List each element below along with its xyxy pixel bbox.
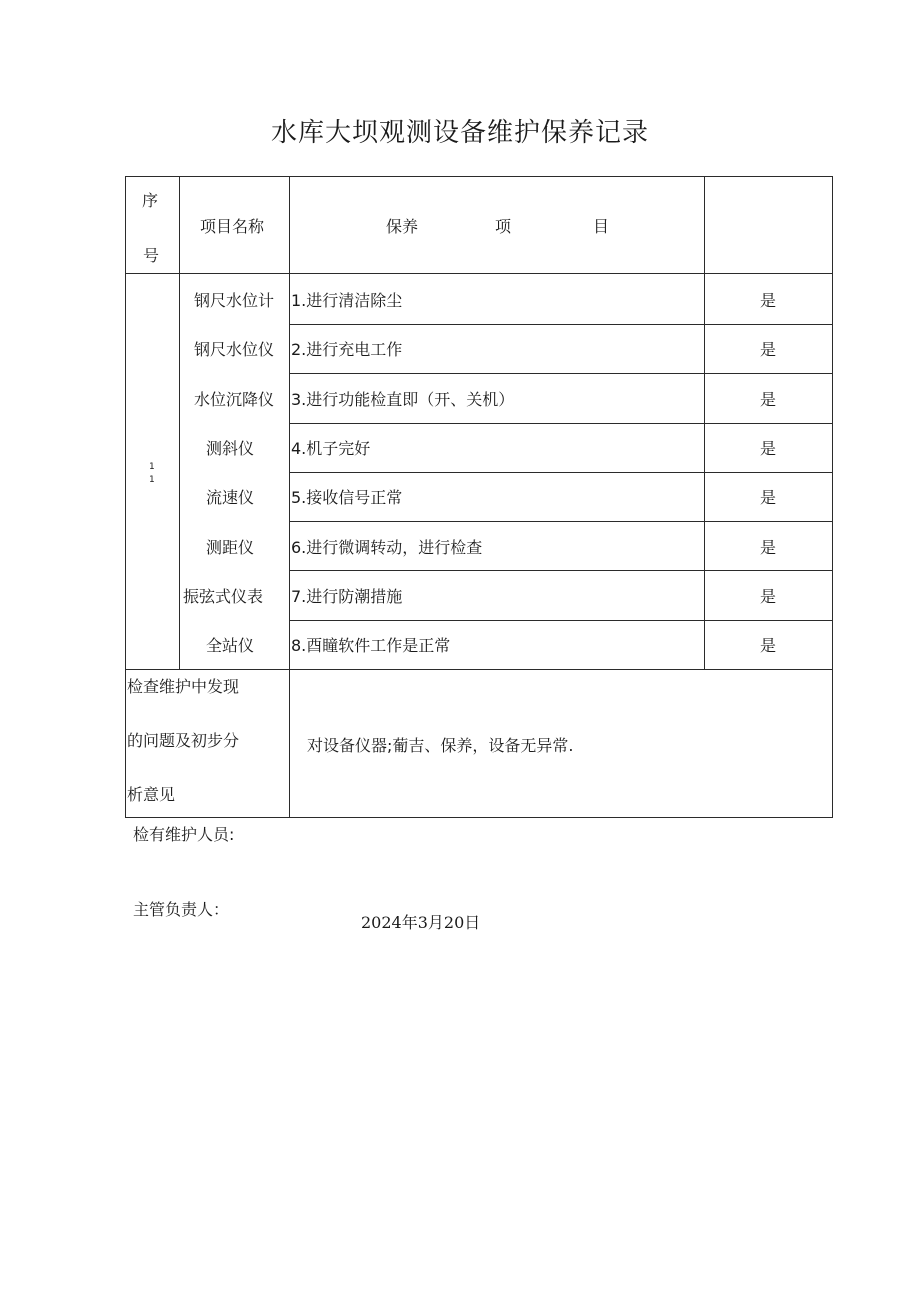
item-name: 振弦式仪表 bbox=[182, 587, 263, 606]
row-rule-5 bbox=[289, 521, 833, 522]
header-seq-top: 序 bbox=[142, 191, 159, 210]
result-value: 是 bbox=[760, 390, 777, 409]
header-maintenance-1: 保养 bbox=[386, 217, 419, 236]
table-border-right bbox=[832, 176, 833, 818]
page-title: 水库大坝观测设备维护保养记录 bbox=[270, 118, 649, 148]
maintenance-item: 7.进行防潮措施 bbox=[291, 587, 403, 606]
maintenance-item: 3.进行功能检直即（开、关机） bbox=[291, 390, 515, 409]
maintenance-item: 5.接收信号正常 bbox=[291, 488, 403, 507]
seq-number-top: 1 bbox=[149, 462, 155, 472]
items-bottom-rule bbox=[125, 669, 833, 670]
header-bottom-rule bbox=[125, 273, 833, 274]
item-name: 流速仪 bbox=[205, 488, 254, 507]
findings-label: 检查维护中发现 bbox=[127, 677, 240, 696]
row-rule-7 bbox=[289, 620, 833, 621]
header-maintenance-2: 项 bbox=[495, 217, 512, 236]
result-col-rule bbox=[704, 176, 705, 670]
maintenance-item: 2.进行充电工作 bbox=[291, 340, 403, 359]
item-name: 钢尺水位仪 bbox=[193, 340, 274, 359]
name-col-rule bbox=[289, 176, 290, 818]
row-rule-6 bbox=[289, 570, 833, 571]
item-name: 钢尺水位计 bbox=[193, 291, 274, 310]
maintenance-item: 6.进行微调转动，进行检查 bbox=[291, 538, 483, 557]
header-item-name: 项目名称 bbox=[200, 217, 265, 236]
item-name: 测斜仪 bbox=[205, 439, 254, 458]
findings-label: 的问题及初步分 bbox=[127, 731, 240, 750]
item-name: 测距仪 bbox=[205, 538, 254, 557]
result-value: 是 bbox=[760, 538, 777, 557]
maintenance-item: 1.进行清洁除尘 bbox=[291, 291, 403, 310]
record-date: 2024年3月20日 bbox=[361, 913, 481, 932]
maintenance-item: 8.酉瞳软件工作是正常 bbox=[291, 636, 451, 655]
result-value: 是 bbox=[760, 636, 777, 655]
row-rule-2 bbox=[289, 373, 833, 374]
header-seq-bottom: 号 bbox=[143, 246, 160, 265]
table-border-left bbox=[125, 176, 126, 818]
row-rule-1 bbox=[289, 324, 833, 325]
row-rule-4 bbox=[289, 472, 833, 473]
result-value: 是 bbox=[760, 291, 777, 310]
supervisor-label: 主管负责人： bbox=[133, 900, 230, 919]
table-border-bottom bbox=[125, 817, 833, 818]
table-border-top bbox=[125, 176, 833, 177]
result-value: 是 bbox=[760, 488, 777, 507]
seq-number-bottom: 1 bbox=[149, 475, 155, 485]
header-maintenance-3: 目 bbox=[593, 217, 610, 236]
item-name: 全站仪 bbox=[205, 636, 254, 655]
findings-label: 析意见 bbox=[127, 785, 176, 804]
maintenance-item: 4.机子完好 bbox=[291, 439, 371, 458]
findings-value: 对设备仪器;葡吉、保养，设备无异常. bbox=[307, 736, 574, 755]
inspector-label: 检有维护人员: bbox=[133, 825, 235, 844]
row-rule-3 bbox=[289, 423, 833, 424]
result-value: 是 bbox=[760, 587, 777, 606]
result-value: 是 bbox=[760, 439, 777, 458]
item-name: 水位沉降仪 bbox=[193, 390, 274, 409]
result-value: 是 bbox=[760, 340, 777, 359]
